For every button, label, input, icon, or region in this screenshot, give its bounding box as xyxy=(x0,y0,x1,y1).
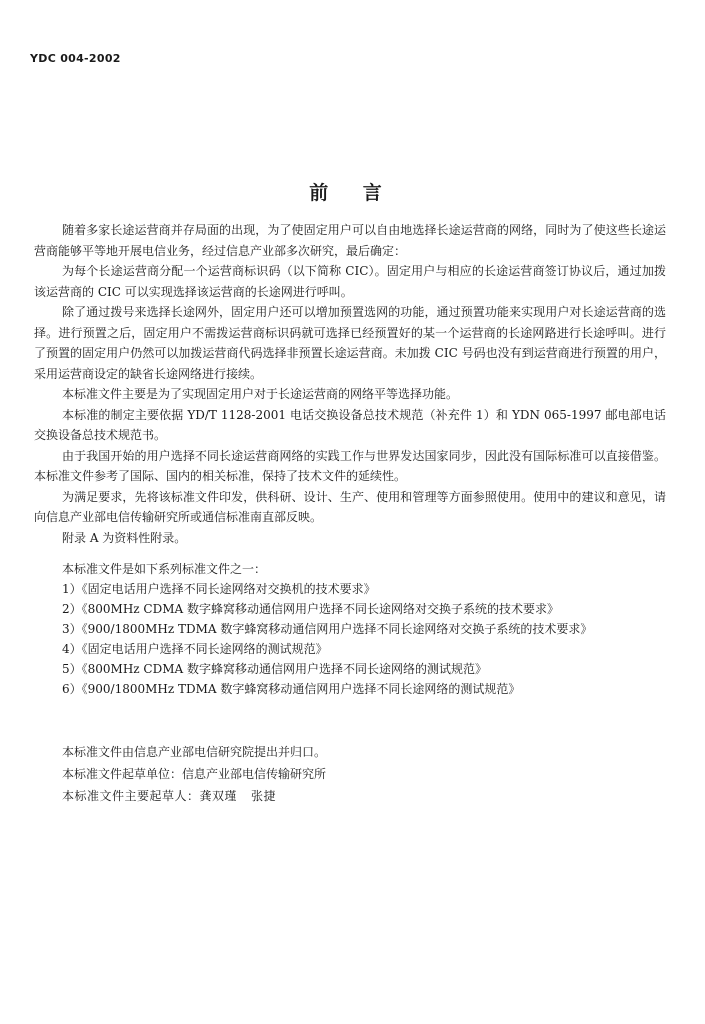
standard-code: YDC 004-2002 xyxy=(30,52,121,65)
list-item: 2）《800MHz CDMA 数字蜂窝移动通信网用户选择不同长途网络对交换子系统的技术要求》 xyxy=(62,602,560,616)
paragraph: 为每个长途运营商分配一个运营商标识码（以下简称 CIC）。固定用户与相应的长途运营商签订协议后，通过加拨该运营商的 CIC 可以实现选择该运营商的长途网进行呼叫。 xyxy=(34,264,666,299)
series-list xyxy=(62,559,662,699)
drafters xyxy=(62,785,662,807)
paragraph: 随着多家长途运营商并存局面的出现，为了使固定用户可以自由地选择长途运营商的网络，同时为了使这些长途运营商能够平等地开展电信业务，经过信息产业部多次研究，最后确定： xyxy=(34,223,666,258)
paragraph: 附录 A 为资料性附录。 xyxy=(62,530,187,545)
drafter-name: 张捷 xyxy=(251,789,277,803)
list-item: 5）《800MHz CDMA 数字蜂窝移动通信网用户选择不同长途网络的测试规范》 xyxy=(62,662,488,676)
list-item: 4）《固定电话用户选择不同长途网络的测试规范》 xyxy=(62,642,328,656)
list-item: 6）《900/1800MHz TDMA 数字蜂窝移动通信网用户选择不同长途网络的测试规范》 xyxy=(62,682,521,696)
drafting-unit: 本标准文件起草单位：信息产业部电信传输研究所 xyxy=(62,767,327,781)
list-item: 3）《900/1800MHz TDMA 数字蜂窝移动通信网用户选择不同长途网络对交换子系统的技术要求》 xyxy=(62,622,593,636)
drafters-label: 本标准文件主要起草人： xyxy=(62,789,200,803)
paragraph: 除了通过拨号来选择长途网外，固定用户还可以增加预置选网的功能，通过预置功能来实现用户对长途运营商的选择。进行预置之后，固定用户不需拨运营商标识码就可选择已经预置好的某一个运营商的长途网路进行长途呼叫。进行了预置的固定用户仍然可以加拨运营商代码选择非预置长途运营商。未加拨 CIC 号码也没有到运营商进行预置的用户，采用运营商设定的缺省长途网络进行接续。 xyxy=(34,305,666,381)
foreword-body xyxy=(34,220,666,548)
drafting-info xyxy=(62,741,662,807)
proposed-by: 本标准文件由信息产业部电信研究院提出并归口。 xyxy=(62,745,327,759)
paragraph: 由于我国开始的用户选择不同长途运营商网络的实践工作与世界发达国家同步，因此没有国际标准可以直接借鉴。本标准文件参考了国际、国内的相关标准，保持了技术文件的延续性。 xyxy=(34,448,666,483)
paragraph: 本标准文件主要是为了实现固定用户对于长途运营商的网络平等选择功能。 xyxy=(62,387,459,401)
paragraph: 为满足要求，先将该标准文件印发，供科研、设计、生产、使用和管理等方面参照使用。使用中的建议和意见，请向信息产业部电信传输研究所或通信标准南直部反映。 xyxy=(34,489,666,524)
drafter-name: 龚双瑾 xyxy=(199,789,238,803)
page-title: 前 言 xyxy=(309,182,396,204)
list-item: 1）《固定电话用户选择不同长途网络对交换机的技术要求》 xyxy=(62,582,376,596)
paragraph: 本标准的制定主要依据 YD/T 1128-2001 电话交换设备总技术规范（补充件 1）和 YDN 065-1997 邮电部电话交换设备总技术规范书。 xyxy=(34,407,666,442)
series-intro: 本标准文件是如下系列标准文件之一： xyxy=(62,562,267,576)
